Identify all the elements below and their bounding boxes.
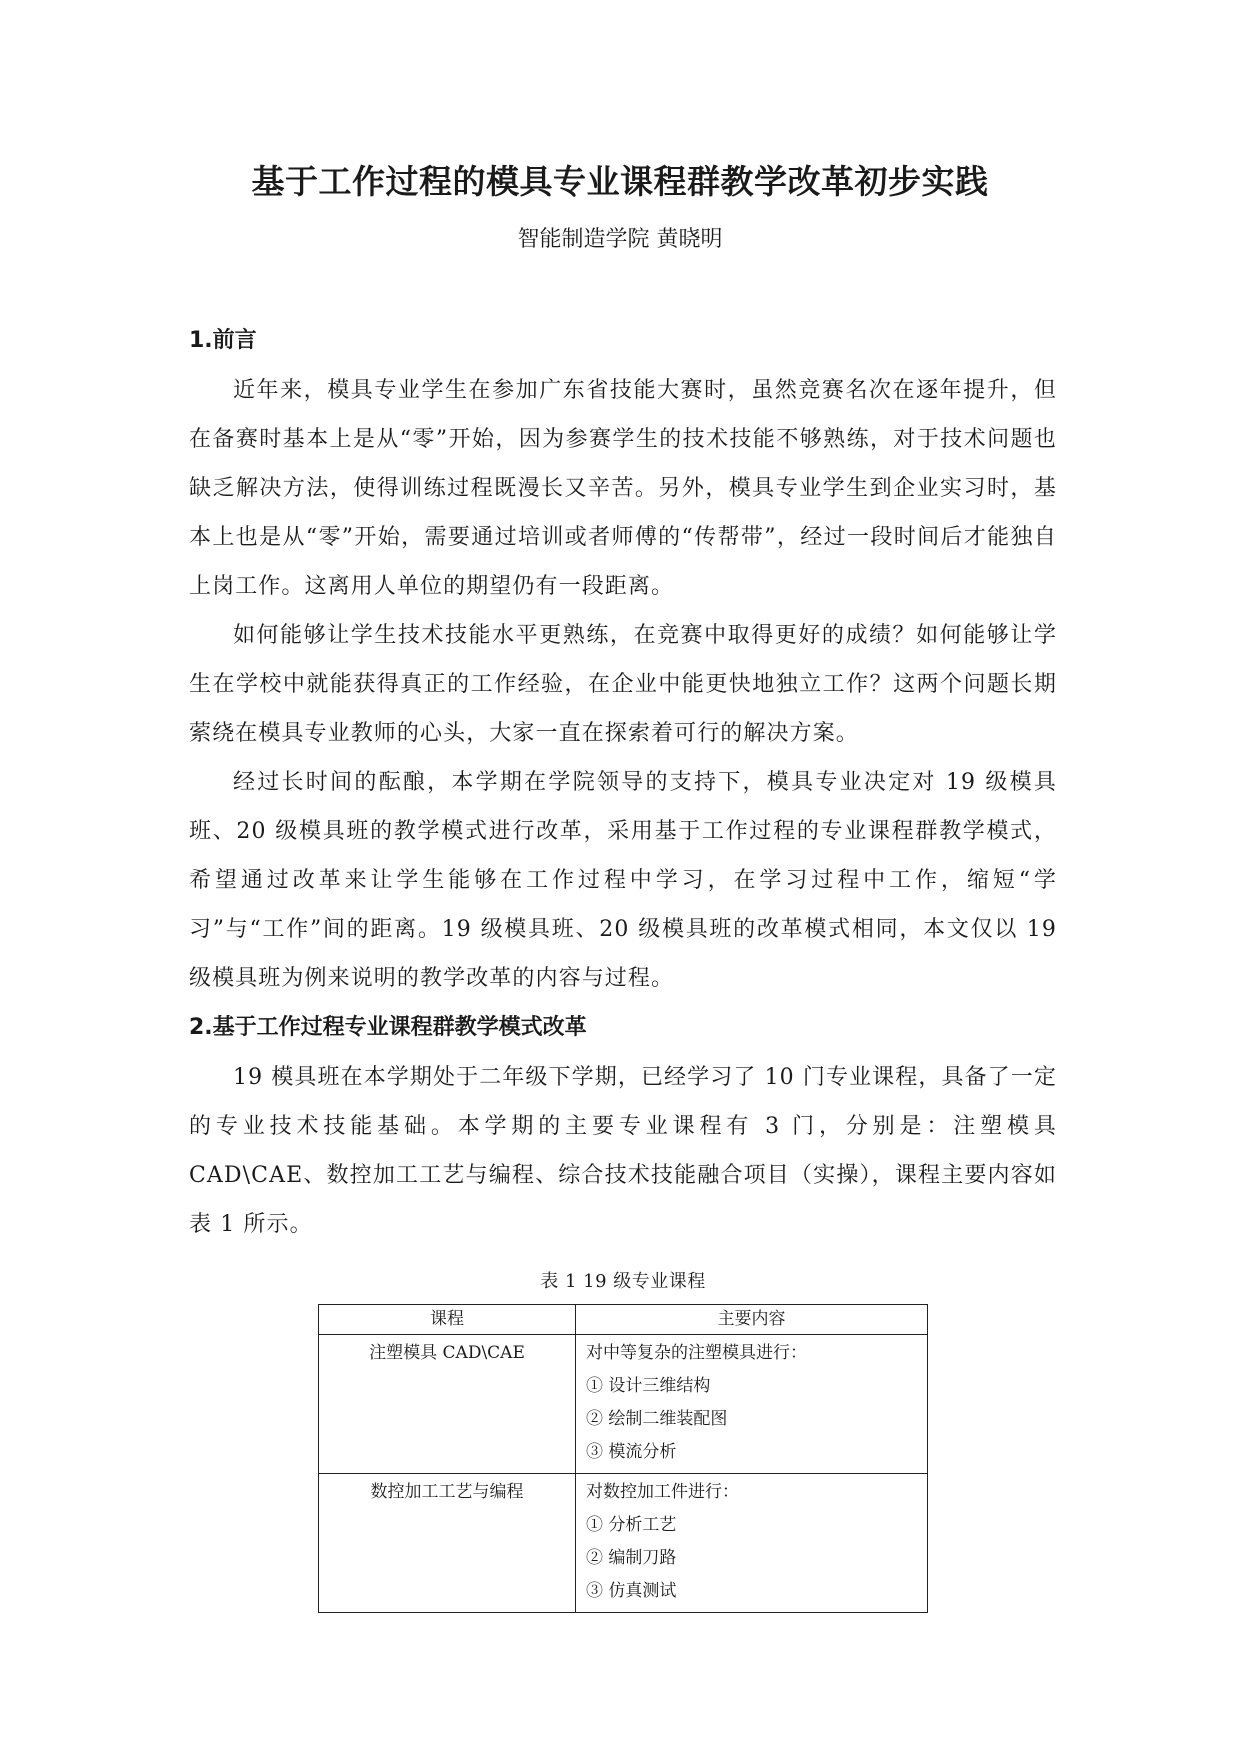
paragraph: 如何能够让学生技术技能水平更熟练，在竞赛中取得更好的成绩？如何能够让学生在学校中就能获得真正的工作经验，在企业中能更快地独立工作？这两个问题长期萦绕在模具专业教师的心头，大家一直在探索着可行的解决方案。 — [189, 623, 1057, 746]
content-intro: 对数控加工件进行： — [586, 1482, 739, 1502]
document-title: 基于工作过程的模具专业课程群教学改革初步实践 — [251, 162, 989, 201]
table-caption: 表 1 19 级专业课程 — [540, 1271, 706, 1292]
table-header-row — [319, 1305, 928, 1335]
content-item: ① 分析工艺 — [586, 1515, 677, 1535]
column-header-course: 课程 — [319, 1305, 576, 1335]
section-heading-intro: 1.前言 — [189, 328, 257, 353]
course-name-cell: 注塑模具 CAD\CAE — [319, 1335, 576, 1474]
course-content-cell — [576, 1474, 928, 1613]
table-row — [319, 1335, 928, 1474]
author-byline: 智能制造学院 黄晓明 — [517, 227, 723, 252]
content-item: ③ 模流分析 — [586, 1442, 677, 1462]
content-item: ② 编制刀路 — [586, 1548, 677, 1568]
content-item: ② 绘制二维装配图 — [586, 1409, 728, 1429]
document-body — [189, 316, 1057, 1613]
content-intro: 对中等复杂的注塑模具进行： — [586, 1343, 807, 1363]
paragraph: 近年来，模具专业学生在参加广东省技能大赛时，虽然竞赛名次在逐年提升，但在备赛时基本上是从“零”开始，因为参赛学生的技术技能不够熟练，对于技术问题也缺乏解决方法，使得训练过程既漫长又辛苦。另外，模具专业学生到企业实习时，基本上也是从“零”开始，需要通过培训或者师傅的“传帮带”，经过一段时间后才能独自上岗工作。这离用人单位的期望仍有一段距离。 — [189, 378, 1057, 599]
section-heading-reform: 2.基于工作过程专业课程群教学模式改革 — [189, 1015, 587, 1040]
course-name-cell: 数控加工工艺与编程 — [319, 1474, 576, 1613]
paragraph: 经过长时间的酝酿，本学期在学院领导的支持下，模具专业决定对 19 级模具班、20 级模具班的教学模式进行改革，采用基于工作过程的专业课程群教学模式，希望通过改革来让学生能够在工作过程中学习，在学习过程中工作，缩短“学习”与“工作”间的距离。19 级模具班、20 级模具班的改革模式相同，本文仅以 19 级模具班为例来说明的教学改革的内容与过程。 — [189, 770, 1057, 991]
course-table — [318, 1304, 928, 1613]
column-header-content: 主要内容 — [576, 1305, 928, 1335]
content-item: ③ 仿真测试 — [586, 1581, 677, 1601]
content-item: ① 设计三维结构 — [586, 1376, 711, 1396]
table-row — [319, 1474, 928, 1613]
course-content-cell — [576, 1335, 928, 1474]
paragraph: 19 模具班在本学期处于二年级下学期，已经学习了 10 门专业课程，具备了一定的专业技术技能基础。本学期的主要专业课程有 3 门，分别是：注塑模具 CAD\CAE、数控加工工艺与编程、综合技术技能融合项目（实操），课程主要内容如表 1 所示。 — [189, 1065, 1057, 1237]
